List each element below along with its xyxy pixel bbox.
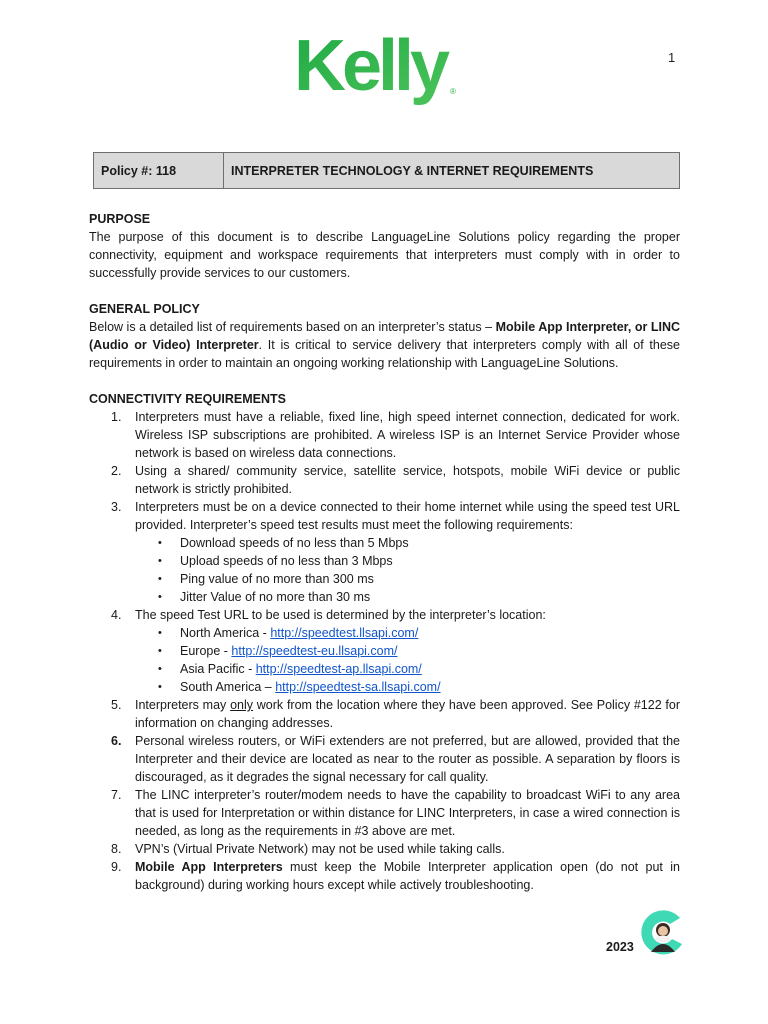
purpose-text: The purpose of this document is to describe LanguageLine Solutions policy regarding the proper connectivity, equipment and workspace requirements that interpreters must comply with in order to successfully provide services to our customers. [89, 230, 680, 280]
speedtest-eu-link[interactable]: http://speedtest-eu.llsapi.com/ [231, 644, 398, 658]
kelly-logo-mark [292, 22, 462, 118]
avatar-badge-icon [636, 906, 688, 958]
list-item: 6. Personal wireless routers, or WiFi extenders are not preferred, but are allowed, provided that the Interpreter and their device are located as near to the router as possible. A separation by floors is discouraged, as it degrades the signal necessary for call quality. [111, 734, 680, 784]
list-item: 2. Using a shared/ community service, satellite service, hotspots, mobile WiFi device or public network is strictly prohibited. [111, 464, 680, 496]
bullet-item: • Jitter Value of no more than 30 ms [135, 588, 680, 606]
list-item: 4. The speed Test URL to be used is determined by the interpreter’s location: • North America - http://speedtest.llsapi.com/ • Europe - http://speedtest-eu.llsapi.com/ • Asia Pacific - http://speedtest-ap.llsapi.com/ • South America – http://speedtest-sa.llsapi.com/ [89, 606, 680, 696]
footer-year: 2023 [606, 940, 634, 954]
svg-text:®: ® [450, 87, 456, 96]
bullet-item: • Asia Pacific - http://speedtest-ap.llsapi.com/ [135, 660, 680, 678]
general-policy-heading: GENERAL POLICY [89, 302, 200, 316]
list-item: 3. Interpreters must be on a device connected to their home internet while using the speed test URL provided. Interpreter’s speed test results must meet the following requirements: • Download speeds of no less than 5 Mbps • Upload speeds of no less than 3 Mbps • Ping value of no more than 300 ms • Jitter Value of no more than 30 ms [89, 498, 680, 606]
speedtest-sa-link[interactable]: http://speedtest-sa.llsapi.com/ [275, 680, 441, 694]
speed-test-links-list [135, 624, 680, 696]
speed-requirements-list [135, 534, 680, 606]
list-item: 1. Interpreters must have a reliable, fixed line, high speed internet connection, dedicated for work. Wireless ISP subscriptions are prohibited. A wireless ISP is an Internet Service Provider whose network is based on wireless data connections. [111, 410, 680, 460]
policy-title: INTERPRETER TECHNOLOGY & INTERNET REQUIREMENTS [231, 164, 594, 178]
bullet-item: • Upload speeds of no less than 3 Mbps [135, 552, 680, 570]
purpose-heading: PURPOSE [89, 212, 151, 226]
policy-header-table [93, 152, 680, 189]
connectivity-heading: CONNECTIVITY REQUIREMENTS [89, 392, 287, 406]
list-item: 7. The LINC interpreter’s router/modem needs to have the capability to broadcast WiFi to any area that is used for Interpretation or within distance for LINC Interpreters, in case a wired connection is needed, as long as the requirements in #3 above are met. [111, 788, 680, 838]
list-item: 5. Interpreters may only work from the location where they have been approved. See Policy #122 for information on changing addresses. [111, 698, 680, 730]
document-body [89, 210, 680, 894]
list-item: 8. VPN’s (Virtual Private Network) may not be used while taking calls. [111, 842, 505, 856]
speedtest-na-link[interactable]: http://speedtest.llsapi.com/ [270, 626, 419, 640]
list-item: 9. Mobile App Interpreters must keep the Mobile Interpreter application open (do not put in background) during working hours except while actively troubleshooting. [111, 860, 680, 892]
bullet-item: • North America - http://speedtest.llsapi.com/ [135, 624, 680, 642]
policy-number: Policy #: 118 [94, 153, 224, 188]
bullet-item: • Europe - http://speedtest-eu.llsapi.com/ [135, 642, 680, 660]
general-policy-text: Below is a detailed list of requirements based on an interpreter’s status – Mobile App Interpreter, or LINC (Audio or Video) Interpreter. It is critical to service delivery that interpreters comply with all of these requirements in order to maintain an ongoing working relationship with LanguageLine Solutions. [89, 320, 680, 370]
speedtest-ap-link[interactable]: http://speedtest-ap.llsapi.com/ [255, 662, 422, 676]
connectivity-requirements-list [89, 408, 680, 894]
bullet-item: • Download speeds of no less than 5 Mbps [135, 534, 680, 552]
bullet-item: • Ping value of no more than 300 ms [135, 570, 680, 588]
bullet-item: • South America – http://speedtest-sa.llsapi.com/ [135, 678, 680, 696]
kelly-logo [292, 22, 462, 118]
kelly-logo-text: Kelly [294, 26, 447, 106]
page-number: 1 [668, 50, 676, 65]
